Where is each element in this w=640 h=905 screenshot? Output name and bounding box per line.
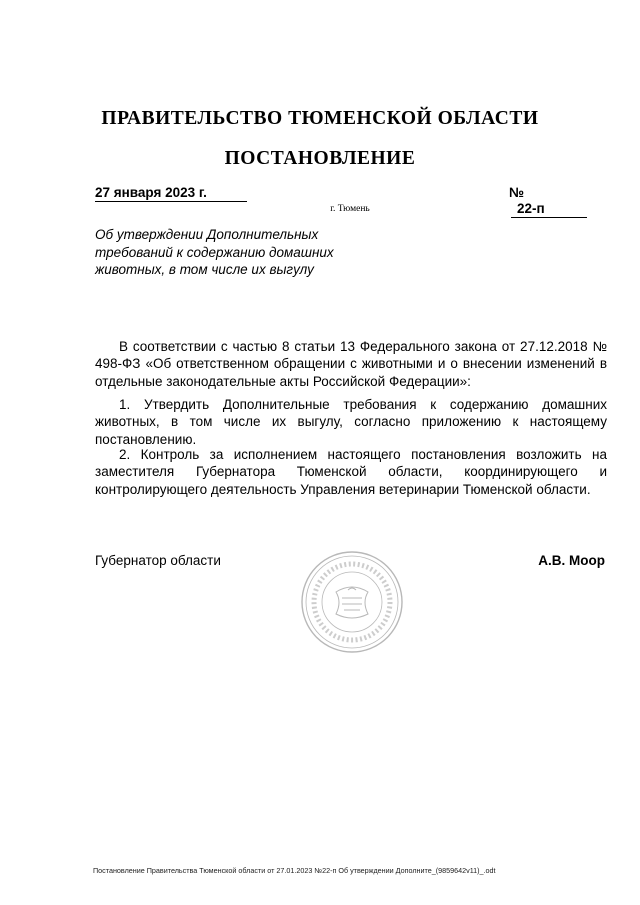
number-prefix: №: [509, 185, 525, 200]
signatory-name: А.В. Моор: [538, 553, 605, 568]
document-city: г. Тюмень: [330, 204, 370, 214]
item-1-paragraph: 1. Утвердить Дополнительные требования к содержанию домашних животных, в том числе их выгулу, согласно приложению к настоящему постановлению.: [95, 397, 607, 447]
document-subject: Об утверждении Дополнительных требований к содержанию домашних животных, в том числе их выгулу: [95, 227, 334, 277]
footer-filename: Постановление Правительства Тюменской области от 27.01.2023 №22-п Об утверждении Дополните_(9859642v11)_.odt: [93, 866, 496, 875]
document-type: ПОСТАНОВЛЕНИЕ: [224, 148, 416, 169]
signatory-role: Губернатор области: [95, 553, 221, 568]
preamble-paragraph: В соответствии с частью 8 статьи 13 Федерального закона от 27.12.2018 № 498-ФЗ «Об ответственном обращении с животными и о внесении изменений в отдельные законодательные акты Российской Федерации»:: [95, 339, 607, 389]
item-2-paragraph: 2. Контроль за исполнением настоящего постановления возложить на заместителя Губернатора Тюменской области, координирующего и контролирующего деятельность Управления ветеринарии Тюменской области.: [95, 447, 607, 497]
official-seal-icon: [298, 548, 406, 656]
government-name: ПРАВИТЕЛЬСТВО ТЮМЕНСКОЙ ОБЛАСТИ: [101, 108, 539, 129]
number-value: 22-п: [511, 201, 587, 218]
document-date: 27 января 2023 г.: [95, 185, 247, 202]
